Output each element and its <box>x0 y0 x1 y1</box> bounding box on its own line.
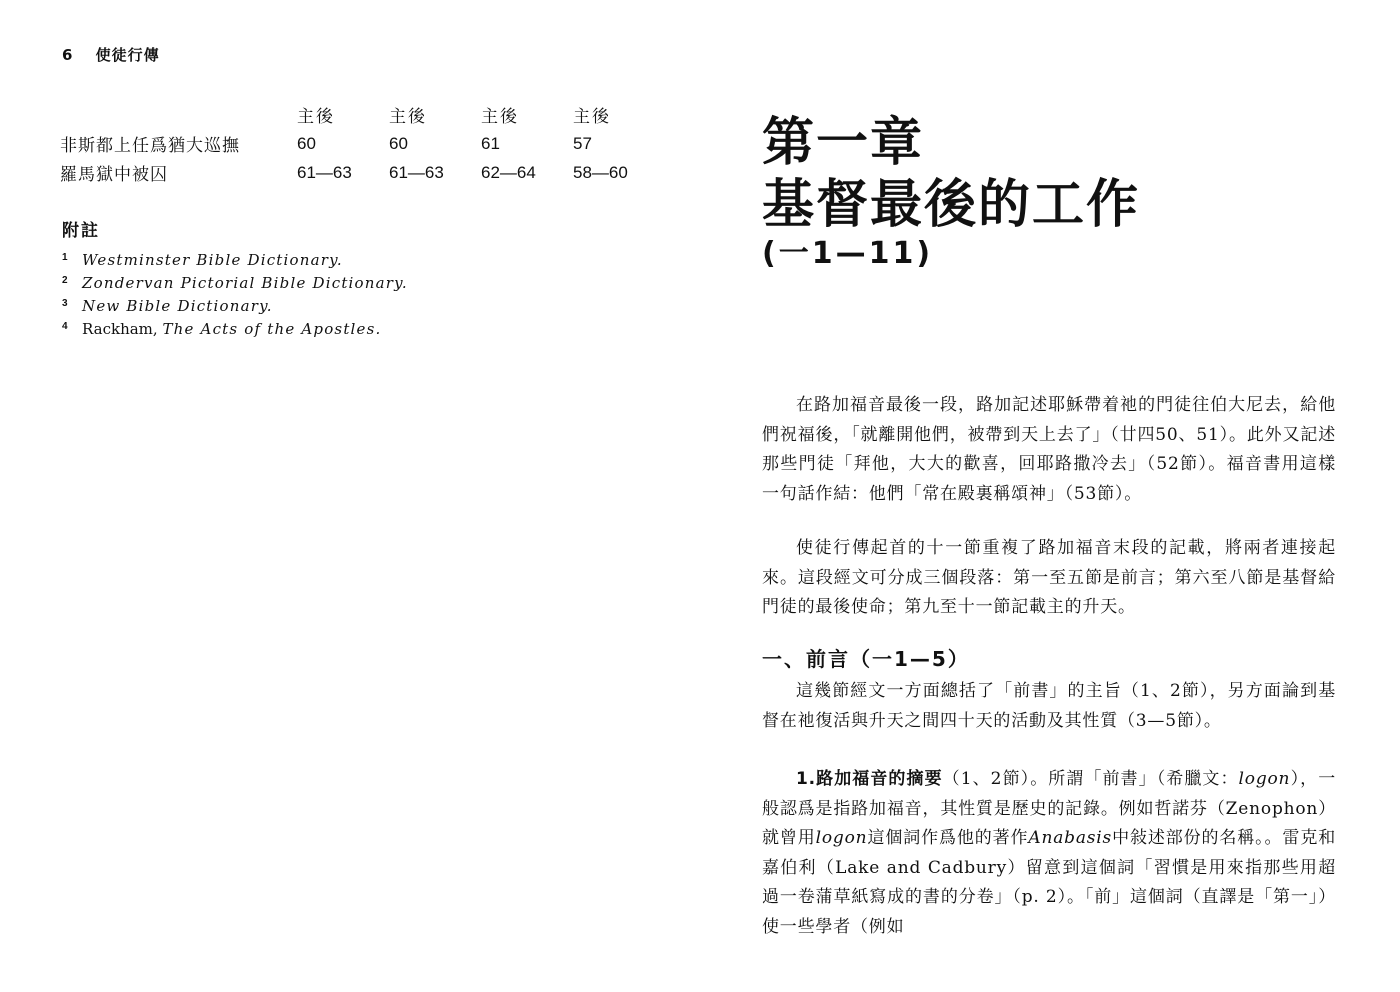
row-label: 羅馬獄中被囚 <box>60 165 168 185</box>
chapter-heading <box>762 112 1140 236</box>
body-paragraph <box>762 534 1336 623</box>
chapter-label: 第一章 <box>762 113 925 173</box>
footnote-title: New Bible Dictionary. <box>82 297 273 315</box>
subsection-lead: 1.路加福音的摘要 <box>796 769 943 789</box>
table-cell: 60 <box>297 133 316 153</box>
footnote-number: 1 <box>62 252 68 263</box>
table-cell: 61 <box>481 133 500 153</box>
text-run: 這個詞作爲他的著作 <box>867 828 1029 848</box>
greek-term: logon <box>1238 769 1291 789</box>
chapter-range: (一1—11) <box>762 236 934 271</box>
table-cell: 57 <box>573 133 592 153</box>
footnote-number: 3 <box>62 298 68 309</box>
section-heading: 一、前言（一1—5） <box>762 647 970 671</box>
footnote-title: The Acts of the Apostles. <box>162 320 382 338</box>
footnote-number: 4 <box>62 321 68 332</box>
footnote-title: Zondervan Pictorial Bible Dictionary. <box>82 274 408 292</box>
body-paragraph <box>762 765 1336 942</box>
text-run: ），一般認爲是指路加福音，其性質是歷史的記錄。例如哲諾芬（Zenophon）就曾用 <box>762 769 1337 848</box>
table-row <box>60 129 665 158</box>
paragraph-text: 這幾節經文一方面總括了「前書」的主旨（1、2節），另方面論到基督在祂復活與升天之間四十天的活動及其性質（3—5節）。 <box>762 681 1336 731</box>
table-header-blank <box>60 100 297 129</box>
table-cell: 58—60 <box>573 162 628 182</box>
table-cell: 60 <box>389 133 408 153</box>
footnote-number: 2 <box>62 275 68 286</box>
table-header: 主後 <box>573 107 611 127</box>
footnote <box>62 269 408 292</box>
notes-heading: 附註 <box>62 221 100 241</box>
right-page <box>700 0 1400 992</box>
book-title: 使徒行傳 <box>95 46 160 64</box>
table-header: 主後 <box>297 107 335 127</box>
table-cell: 61—63 <box>297 162 352 182</box>
paragraph-text: 使徒行傳起首的十一節重複了路加福音末段的記載，將兩者連接起來。這段經文可分成三個段落：第一至五節是前言；第六至八節是基督給門徒的最後使命；第九至十一節記載主的升天。 <box>762 538 1336 617</box>
page-number: 6 <box>62 46 74 64</box>
body-paragraph <box>762 677 1336 736</box>
paragraph-text: 在路加福音最後一段，路加記述耶穌帶着祂的門徒往伯大尼去，給他們祝福後，「就離開他們，被帶到天上去了」（廿四50、51）。此外又記述那些門徒「拜他，大大的歡喜，回耶路撒冷去」（52節）。福音書用這樣一句話作結：他們「常在殿裏稱頌神」（53節）。 <box>762 395 1336 504</box>
table-cell: 62—64 <box>481 162 536 182</box>
footnote-prefix: Rackham, <box>82 320 163 338</box>
dates-table <box>60 100 665 187</box>
footnotes-list <box>62 246 408 338</box>
work-title: Anabasis <box>1028 828 1113 848</box>
footnote <box>62 292 408 315</box>
body-paragraph <box>762 391 1336 509</box>
text-run: （1、2節）。所謂「前書」（希臘文： <box>942 769 1239 789</box>
running-head <box>62 44 160 65</box>
row-label: 非斯都上任爲猶大巡撫 <box>60 136 240 156</box>
table-header-row <box>60 100 665 129</box>
text-run: 中敍述部份的名稱。。雷克和嘉伯利（Lake and Cadbury）留意到這個詞「習慣是用來指那些用超過一卷蒲草紙寫成的書的分卷」（p. 2）。「前」這個詞（直譯是「第一」）使一些學者（例如 <box>762 828 1336 937</box>
greek-term: logon <box>815 828 868 848</box>
paragraph-text <box>762 765 1336 942</box>
footnote-title: Westminster Bible Dictionary. <box>82 251 343 269</box>
footnote <box>62 246 408 269</box>
table-header: 主後 <box>389 107 427 127</box>
footnote <box>62 315 408 338</box>
table-row <box>60 158 665 187</box>
table-cell: 61—63 <box>389 162 444 182</box>
table-header: 主後 <box>481 107 519 127</box>
chapter-title: 基督最後的工作 <box>762 175 1141 235</box>
